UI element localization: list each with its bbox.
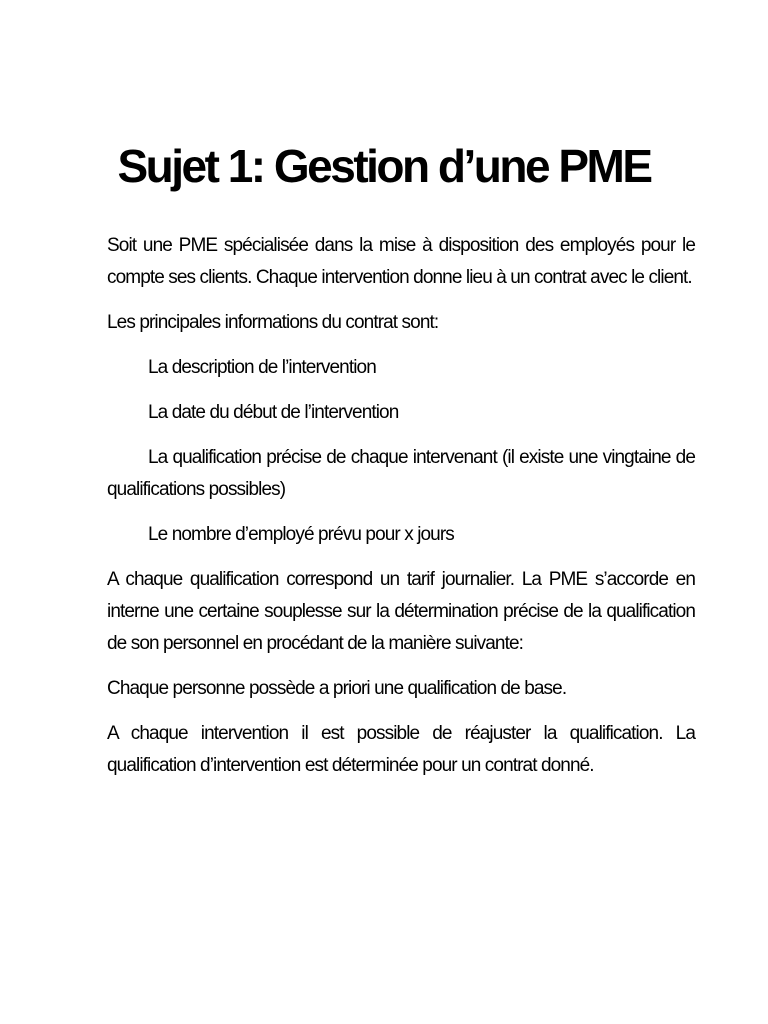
intro-paragraph: Soit une PME spécialisée dans la mise à disposition des employés pour le compte ses clients. Chaque intervention donne lieu à un contrat avec le client. <box>107 235 695 288</box>
page-title: Sujet 1: Gestion d’une PME <box>117 140 651 192</box>
readjust-qualification-paragraph: A chaque intervention il est possible de réajuster la qualification. La qualification d’intervention est déterminée pour un contrat donné. <box>107 723 695 776</box>
base-qualification-paragraph: Chaque personne possède a priori une qualification de base. <box>107 678 567 699</box>
document-body <box>107 230 695 795</box>
qualification-paragraph: A chaque qualification correspond un tarif journalier. La PME s’accorde en interne une certaine souplesse sur la détermination précise de la qualification de son personnel en procédant de la manière suivante: <box>107 569 695 654</box>
contract-item-employee-count: Le nombre d’employé prévu pour x jours <box>148 524 454 545</box>
contract-item-qualification: La qualification précise de chaque intervenant (il existe une vingtaine de qualifications possibles) <box>107 447 695 500</box>
contract-item-description: La description de l’intervention <box>148 357 376 378</box>
contract-info-heading: Les principales informations du contrat sont: <box>107 312 439 333</box>
contract-item-start-date: La date du début de l’intervention <box>148 402 399 423</box>
